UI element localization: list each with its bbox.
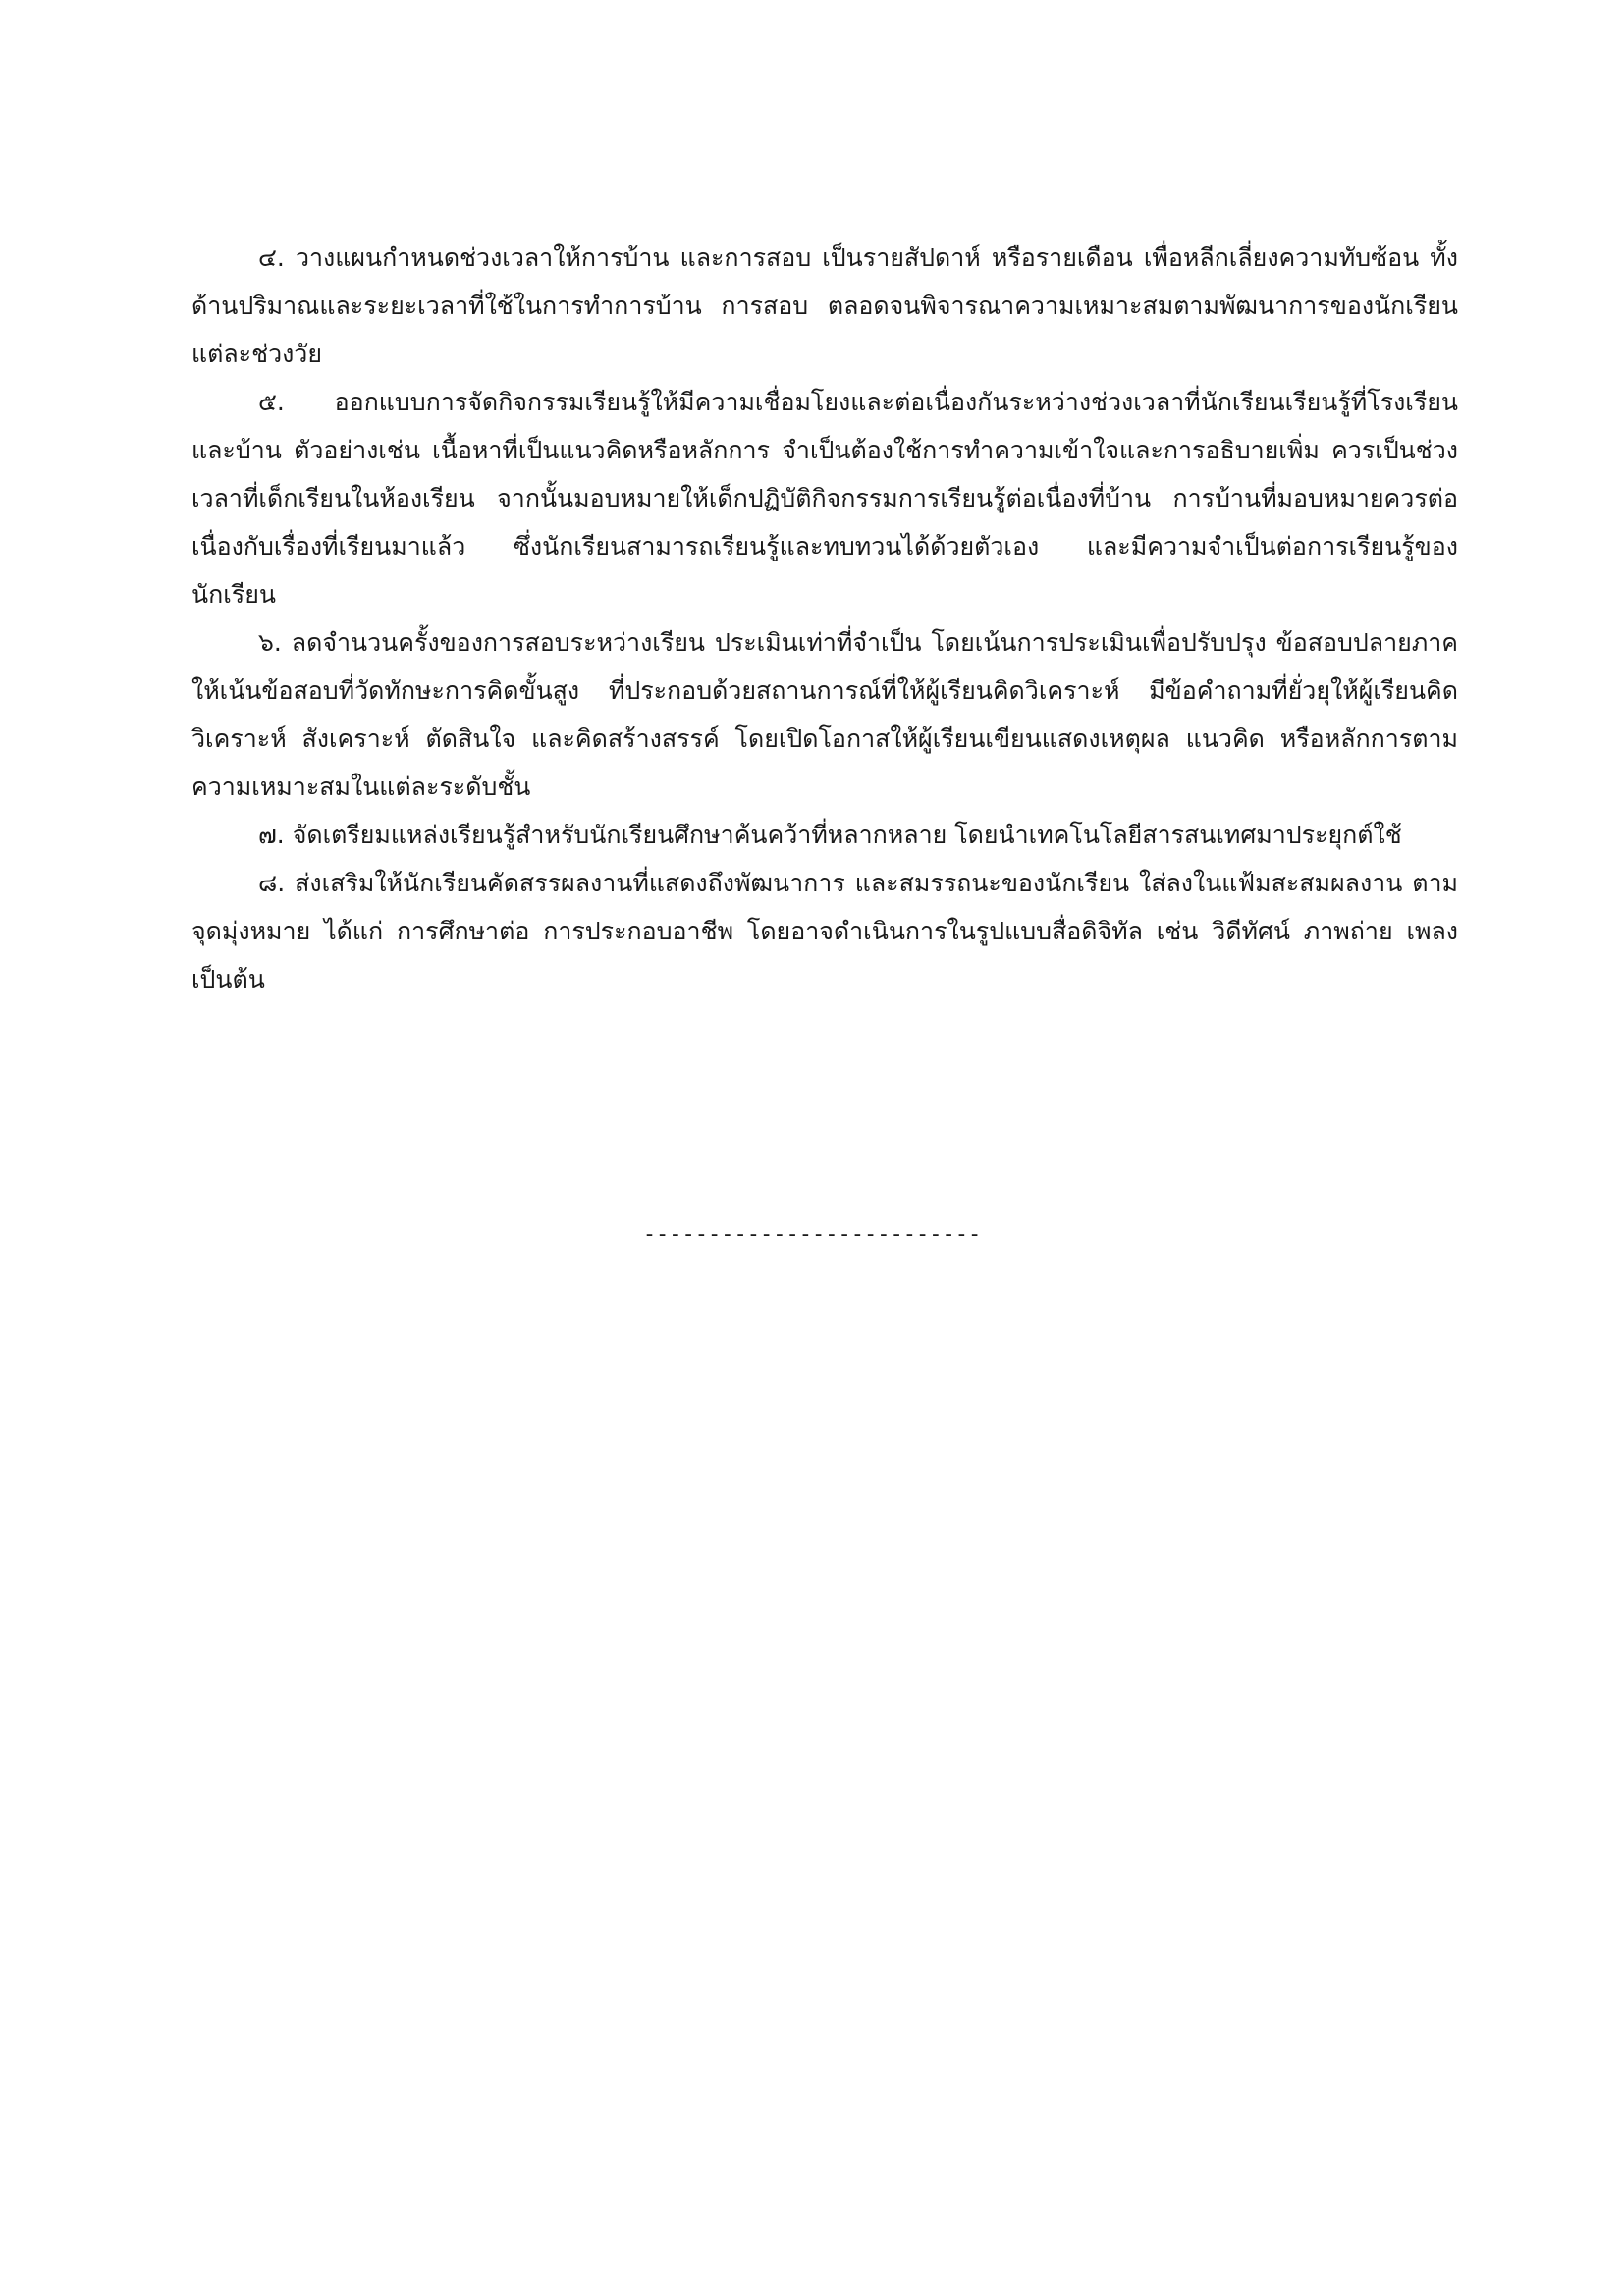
document-body xyxy=(191,234,1458,1003)
end-divider: -------------------------- xyxy=(642,1222,982,1247)
paragraph-item-7: ๗. จัดเตรียมแหล่งเรียนรู้สำหรับนักเรียนศึกษาค้นคว้าที่หลากหลาย โดยนำเทคโนโลยีสารสนเทศมาประยุกต์ใช้ xyxy=(258,821,1402,849)
paragraph-item-8: ๘. ส่งเสริมให้นักเรียนคัดสรรผลงานที่แสดงถึงพัฒนาการ และสมรรถนะของนักเรียน ใส่ลงในแฟ้มสะสมผลงาน ตามจุดมุ่งหมาย ได้แก่ การศึกษาต่อ การประกอบอาชีพ โดยอาจดำเนินการในรูปแบบสื่อดิจิทัล เช่น วิดีทัศน์ ภาพถ่าย เพลง เป็นต้น xyxy=(191,869,1458,993)
paragraph-item-4: ๔. วางแผนกำหนดช่วงเวลาให้การบ้าน และการสอบ เป็นรายสัปดาห์ หรือรายเดือน เพื่อหลีกเลี่ยงความทับซ้อน ทั้งด้านปริมาณและระยะเวลาที่ใช้ในการทำการบ้าน การสอบ ตลอดจนพิจารณาความเหมาะสมตามพัฒนาการของนักเรียนแต่ละช่วงวัย xyxy=(191,243,1458,368)
paragraph-item-6: ๖. ลดจำนวนครั้งของการสอบระหว่างเรียน ประเมินเท่าที่จำเป็น โดยเน้นการประเมินเพื่อปรับปรุง ข้อสอบปลายภาค ให้เน้นข้อสอบที่วัดทักษะการคิดขั้นสูง ที่ประกอบด้วยสถานการณ์ที่ให้ผู้เรียนคิดวิเคราะห์ มีข้อคำถามที่ยั่วยุให้ผู้เรียนคิดวิเคราะห์ สังเคราะห์ ตัดสินใจ และคิดสร้างสรรค์ โดยเปิดโอกาสให้ผู้เรียนเขียนแสดงเหตุผล แนวคิด หรือหลักการตามความเหมาะสมในแต่ละระดับชั้น xyxy=(191,628,1458,801)
paragraph-item-5: ๕. ออกแบบการจัดกิจกรรมเรียนรู้ให้มีความเชื่อมโยงและต่อเนื่องกันระหว่างช่วงเวลาที่นักเรียนเรียนรู้ที่โรงเรียนและบ้าน ตัวอย่างเช่น เนื้อหาที่เป็นแนวคิดหรือหลักการ จำเป็นต้องใช้การทำความเข้าใจและการอธิบายเพิ่ม ควรเป็นช่วงเวลาที่เด็กเรียนในห้องเรียน จากนั้นมอบหมายให้เด็กปฏิบัติกิจกรรมการเรียนรู้ต่อเนื่องที่บ้าน การบ้านที่มอบหมายควรต่อเนื่องกับเรื่องที่เรียนมาแล้ว ซึ่งนักเรียนสามารถเรียนรู้และทบทวนได้ด้วยตัวเอง และมีความจำเป็นต่อการเรียนรู้ของนักเรียน xyxy=(191,388,1458,609)
